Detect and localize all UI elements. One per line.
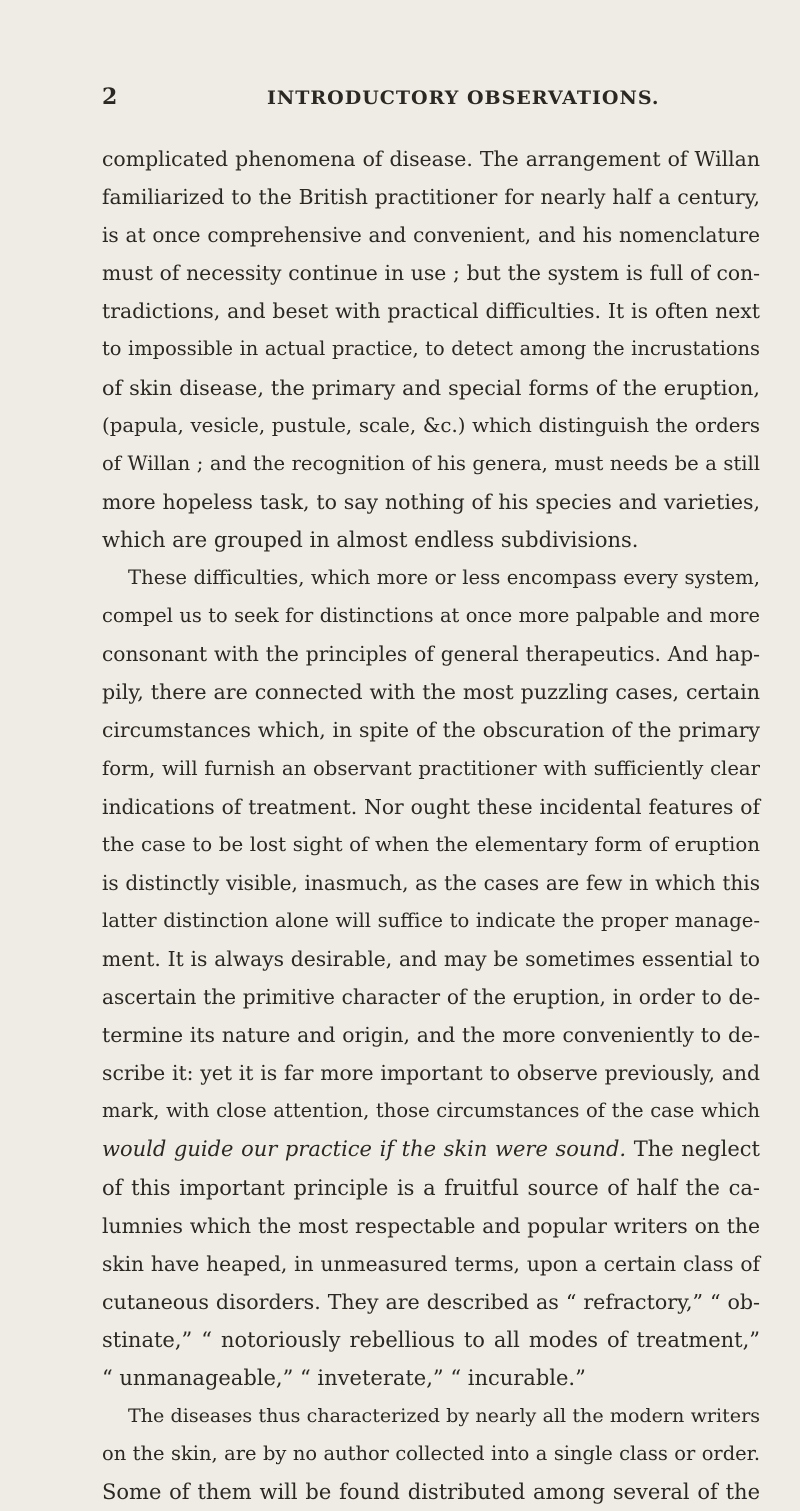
text-line: tradictions, and beset with practical difficulties. It is often next — [102, 299, 760, 324]
text-line: ment. It is always desirable, and may be sometimes essential to — [102, 946, 760, 971]
text-line: is distinctly visible, inasmuch, as the cases are few in which this — [102, 870, 760, 895]
text-line: consonant with the principles of general therapeutics. And hap- — [102, 642, 760, 667]
text-line: form, will furnish an observant practitioner with sufficiently clear — [102, 756, 760, 780]
paragraph-1 — [102, 140, 760, 559]
text-line: on the skin, are by no author collected into a single class or order. — [102, 1442, 760, 1466]
text-line: familiarized to the British practitioner for nearly half a century, — [102, 185, 760, 210]
text-line: complicated phenomena of disease. The arrangement of Willan — [102, 147, 760, 171]
running-head: INTRODUCTORY OBSERVATIONS. — [267, 87, 660, 109]
body-text — [102, 140, 760, 1511]
text-line: of this important principle is a fruitful source of half the ca- — [102, 1175, 760, 1200]
page-number: 2 — [102, 84, 118, 110]
text-line: skin have heaped, in unmeasured terms, upon a certain class of — [102, 1251, 760, 1276]
text-line: pily, there are connected with the most puzzling cases, certain — [102, 680, 760, 705]
text-line: termine its nature and origin, and the more conveniently to de- — [102, 1023, 760, 1048]
text-line: The diseases thus characterized by nearly all the modern writers — [128, 1404, 760, 1428]
italic-phrase: would guide our practice if the skin were sound. — [102, 1137, 627, 1162]
text-line: ascertain the primitive character of the eruption, in order to de- — [102, 985, 760, 1010]
text-line: mark, with close attention, those circumstances of the case which — [102, 1099, 760, 1123]
text-line: of skin disease, the primary and special forms of the eruption, — [102, 375, 760, 400]
text-line: scribe it: yet it is far more important to observe previously, and — [102, 1061, 760, 1086]
text-line: the case to be lost sight of when the elementary form of eruption — [102, 832, 760, 856]
text-line — [102, 1130, 760, 1168]
text-line: is at once comprehensive and convenient, and his nomenclature — [102, 223, 760, 248]
text-line: must of necessity continue in use ; but the system is full of con- — [102, 261, 760, 286]
text-line: latter distinction alone will suffice to indicate the proper manage- — [102, 908, 760, 932]
text-line: more hopeless task, to say nothing of his species and varieties, — [102, 489, 760, 514]
text-line: lumnies which the most respectable and popular writers on the — [102, 1213, 760, 1238]
text-line: These difficulties, which more or less encompass every system, — [128, 566, 760, 590]
text-line: of Willan ; and the recognition of his genera, must needs be a still — [102, 451, 760, 475]
text-run: The neglect — [626, 1137, 760, 1162]
text-line: Some of them will be found distributed among several of the — [102, 1480, 760, 1505]
text-line: compel us to seek for distinctions at once more palpable and more — [102, 604, 760, 628]
text-line: (papula, vesicle, pustule, scale, &c.) which distinguish the orders — [102, 413, 760, 437]
text-line: to impossible in actual practice, to detect among the incrustations — [102, 337, 760, 361]
page-header — [102, 84, 764, 112]
paragraph-3 — [102, 1397, 760, 1511]
text-line: stinate,” “ notoriously rebellious to all modes of treatment,” — [102, 1327, 760, 1352]
text-line: which are grouped in almost endless subdivisions. — [102, 527, 639, 552]
paragraph-2 — [102, 559, 760, 1397]
text-line: “ unmanageable,” “ inveterate,” “ incurable.” — [102, 1366, 586, 1390]
text-line: indications of treatment. Nor ought these incidental features of — [102, 794, 760, 819]
text-line: circumstances which, in spite of the obscuration of the primary — [102, 718, 760, 743]
text-line: cutaneous disorders. They are described as “ refractory,” “ ob- — [102, 1289, 760, 1314]
